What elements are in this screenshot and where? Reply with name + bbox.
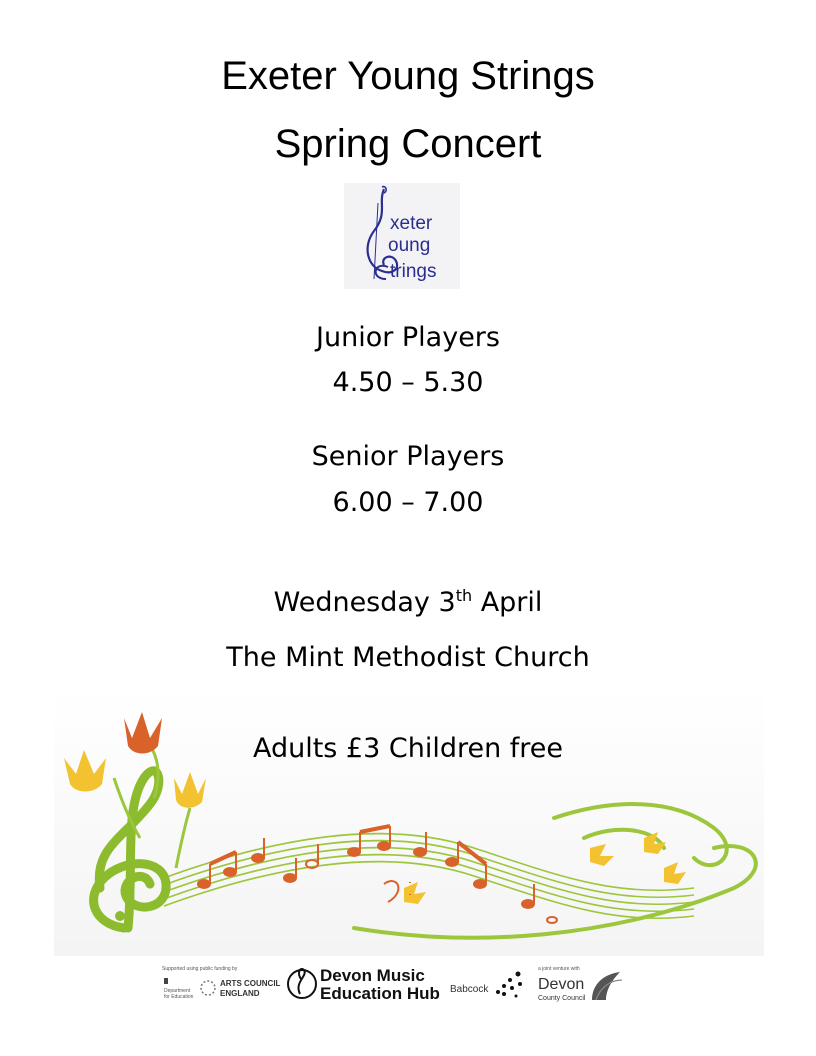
logo-text-young: oung: [388, 235, 431, 256]
svg-text:County Council: County Council: [538, 995, 586, 1002]
svg-text:Supported using public funding: Supported using public funding by: [162, 966, 238, 972]
svg-text:ENGLAND: ENGLAND: [220, 989, 260, 998]
senior-players-label: Senior Players: [311, 441, 505, 472]
svg-text:Department: Department: [164, 988, 191, 994]
logo-text-exeter: xeter: [390, 213, 433, 234]
ticket-price: Adults £3 Children free: [252, 733, 564, 764]
poster-title: Exeter Young Strings: [221, 54, 595, 98]
music-tulip-banner: [54, 688, 764, 956]
svg-text:Education Hub: Education Hub: [320, 984, 440, 1003]
exeter-young-strings-logo: [344, 183, 460, 289]
sponsor-logos: [160, 962, 630, 1008]
senior-players-time: 6.00 – 7.00: [332, 487, 484, 518]
dfe-crest-icon: [164, 978, 168, 984]
poster-subtitle: Spring Concert: [274, 122, 542, 166]
junior-players-time: 4.50 – 5.30: [332, 367, 484, 398]
concert-date: Wednesday 3th April: [273, 586, 543, 618]
svg-text:Devon Music: Devon Music: [320, 966, 425, 985]
svg-text:for Education: for Education: [164, 994, 194, 1000]
concert-venue: The Mint Methodist Church: [226, 642, 590, 673]
svg-text:Babcock: Babcock: [450, 984, 489, 995]
junior-players-label: Junior Players: [316, 322, 500, 353]
svg-text:a joint venture with: a joint venture with: [538, 966, 580, 972]
logo-text-strings: trings: [390, 261, 437, 282]
svg-text:Devon: Devon: [538, 976, 585, 993]
svg-text:ARTS COUNCIL: ARTS COUNCIL: [220, 979, 281, 988]
